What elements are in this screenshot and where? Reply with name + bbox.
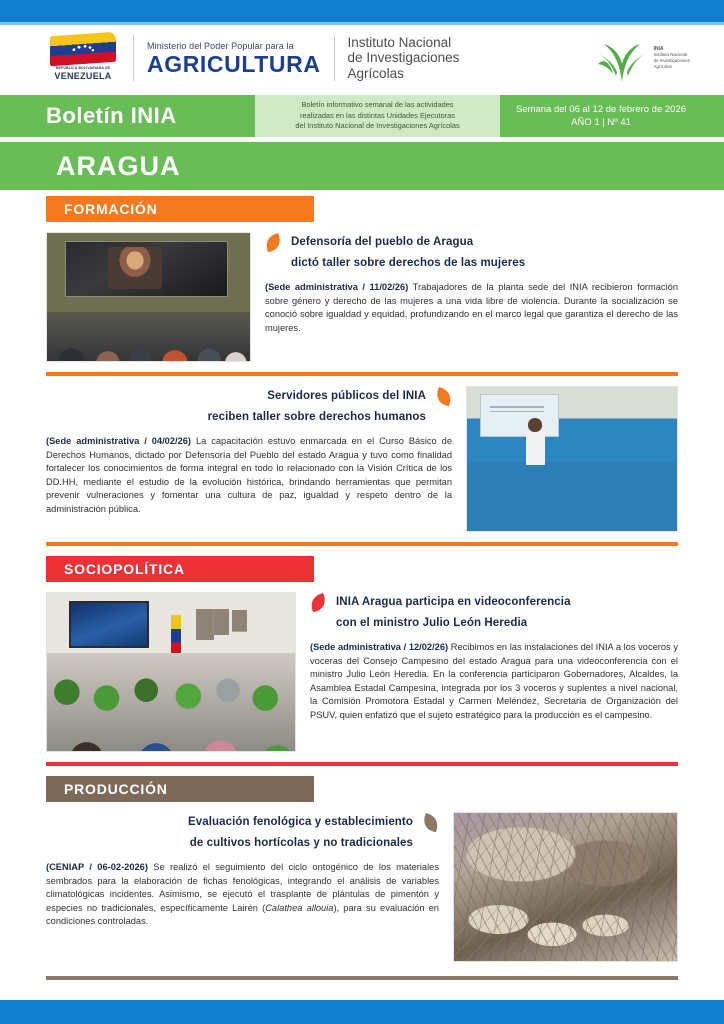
article-text-4b: ), para su evaluación en condiciones controladas. [46, 902, 439, 927]
article-body-3 [310, 592, 678, 752]
masthead [0, 25, 724, 91]
leaf-bullet-icon [435, 386, 452, 408]
photo-crowd [467, 453, 677, 531]
section-tag-sociopolitica: SOCIOPOLÍTICA [46, 556, 314, 582]
bottom-blue-bar [0, 1000, 724, 1024]
institute-line-2: de Investigaciones [347, 50, 460, 66]
institute-line-3: Agrícolas [347, 65, 404, 81]
ministry-line: Ministerio del Poder Popular para la [147, 40, 294, 51]
article-dateline-1: (Sede administrativa / 11/02/26) [265, 282, 409, 292]
inia-logo-text [654, 46, 690, 70]
article-body-2 [46, 386, 452, 532]
leaf-bullet-icon [265, 232, 282, 254]
article-paragraph-2 [46, 435, 452, 517]
article-headline-row-4 [46, 812, 439, 854]
inia-logo-line-3: Agrícolas [653, 64, 672, 69]
article-text-4-italic: Calathea allouia [265, 902, 334, 913]
inia-logo-acronym: INIA [653, 46, 664, 52]
article-headline-4 [188, 812, 413, 854]
article-paragraph-1 [265, 281, 678, 335]
headline-line-1: INIA Aragua participa en videoconferencia [336, 596, 571, 608]
headline-line-2: de cultivos hortícolas y no tradicionales [189, 837, 413, 849]
article-photo-raices-tuberculos-lairen [453, 812, 678, 962]
article-produccion-1 [46, 812, 678, 962]
top-blue-bar [0, 0, 724, 22]
article-formacion-2 [46, 386, 678, 532]
article-sociopolitica-1 [46, 592, 678, 752]
bulletin-title: Boletín INIA [0, 95, 255, 137]
inia-logo-line-1: Instituto Nacional [653, 52, 688, 57]
ministry-block [147, 40, 321, 77]
inia-leaf-logo-icon [596, 32, 648, 84]
photo-crowd [47, 312, 250, 361]
headline-line-2: reciben taller sobre derechos humanos [207, 411, 426, 423]
article-headline-1 [291, 232, 525, 274]
article-body-4 [46, 812, 439, 962]
institute-line-1: Instituto Nacional [347, 34, 452, 50]
article-text-3: Recibimos en las instalaciones del INIA a los voceros y voceras del Consejo Campesino del estado Aragua para una videoconferencia con el ministro Julio León Heredia. En la conferencia participaron Gobernadores, Alcaldes, la Asamblea Estadal Campesina, integrada por los 3 voceros y suplentes a nivel nacional, la Comisión Promotora Estadal y Carmen Meléndez, Secretaria de Organización del PSUV, quien enfatizó que el sujeto estratégico para la producción es el campesino. [310, 642, 678, 720]
flag-caption-small: REPÚBLICA BOLIVARIANA DE [55, 66, 111, 70]
article-text-4a: Se realizó el seguimiento del ciclo ontogénico de los materiales sembrados para la elaboración de fichas fenológicas, integrando el análisis de variables climatológicas incidentes. Asimismo, se ejecutó el trasplante de plántulas de pimentón y especies no tradicionales, específicamente Lairén ( [46, 862, 439, 913]
article-paragraph-3 [310, 641, 678, 723]
article-photo-ponente-sala-pared-azul [466, 386, 678, 532]
bulletin-subtitle-line-3: del Instituto Nacional de Investigaciones Agrícolas [295, 121, 460, 131]
masthead-left-group [0, 34, 459, 82]
headline-line-2: con el ministro Julio León Heredia [336, 617, 528, 629]
article-dateline-4: (CENIAP / 06-02-2026) [46, 862, 148, 872]
leaf-bullet-icon [310, 592, 327, 614]
photo-wall-frames [196, 609, 260, 641]
article-paragraph-4 [46, 861, 439, 929]
article-headline-2 [208, 386, 426, 428]
article-dateline-3: (Sede administrativa / 12/02/26) [310, 642, 449, 652]
bulletin-subtitle-line-1: Boletín informativo semanal de las actividades [301, 100, 454, 110]
article-dateline-2: (Sede administrativa / 04/02/26) [46, 436, 192, 446]
bulletin-issue-number: AÑO 1 | Nº 41 [571, 117, 631, 128]
venezuela-flag-icon [50, 32, 116, 67]
article-headline-row-2 [46, 386, 452, 428]
bulletin-subtitle [255, 95, 500, 137]
photo-crowd [47, 653, 295, 751]
institute-block [348, 35, 460, 82]
article-text-1: Trabajadores de la planta sede del INIA recibieron formación sobre género y derecho de las mujeres a una vida libre de violencia. Durante la socialización se conoció sobre igualdad y equidad, profundizando en el marco legal que garantiza el derecho de las mujeres. [265, 282, 678, 333]
bulletin-week: Semana del 06 al 12 de febrero de 2026 [515, 104, 687, 115]
photo-projection-slide [480, 394, 560, 437]
section-tag-formacion: FORMACIÓN [46, 196, 314, 222]
article-headline-row-3 [310, 592, 678, 634]
article-body-1 [265, 232, 678, 362]
section-tag-produccion: PRODUCCIÓN [46, 776, 314, 802]
masthead-divider-2 [334, 35, 335, 81]
flag-caption-large: VENEZUELA [54, 71, 112, 81]
region-name: ARAGUA [56, 150, 181, 181]
headline-line-2: dictó taller sobre derechos de las mujeres [291, 257, 526, 269]
photo-roots [454, 813, 677, 961]
inia-logo-line-2: de Investigaciones [653, 58, 690, 63]
photo-projection-screen [65, 241, 227, 297]
article-headline-3 [336, 592, 571, 634]
newsletter-content [0, 196, 724, 980]
bulletin-bar [0, 95, 724, 137]
bulletin-issue-info [500, 95, 724, 137]
photo-tv-screen [69, 601, 148, 648]
article-photo-asistentes-camisas-verdes-videoconferencia [46, 592, 296, 752]
leaf-bullet-icon [422, 812, 439, 834]
article-formacion-1 [46, 232, 678, 362]
article-photo-audiencia-pantalla-proyeccion [46, 232, 251, 362]
article-text-2: La capacitación estuvo enmarcada en el Curso Básico de Derechos Humanos, dictado por Defensoría del Pueblo del estado Aragua y tuvo como finalidad fortalecer los conocimientos de forma integral en todo lo relacionado con la Visión Crítica de los DD.HH, mediante el estudio de la evolución histórica, brindando herramientas que permitan prevenir vulneraciones y fomentar una cultura de paz, igualdad y respeto dentro de la administración pública. [46, 436, 452, 514]
divider-brown-1 [46, 976, 678, 980]
photo-flag [171, 615, 181, 656]
region-banner [0, 142, 724, 190]
masthead-divider-1 [133, 35, 134, 81]
headline-line-1: Defensoría del pueblo de Aragua [291, 236, 474, 248]
venezuela-flag-logo [46, 34, 120, 82]
headline-line-1: Servidores públicos del INIA [267, 390, 426, 402]
article-headline-row-1 [265, 232, 678, 274]
ministry-name: AGRICULTURA [147, 50, 321, 77]
bulletin-subtitle-line-2: realizadas en las distintas Unidades Ejecutoras [300, 110, 455, 120]
headline-line-1: Evaluación fenológica y establecimiento [187, 816, 413, 828]
inia-logo-group [596, 32, 724, 84]
